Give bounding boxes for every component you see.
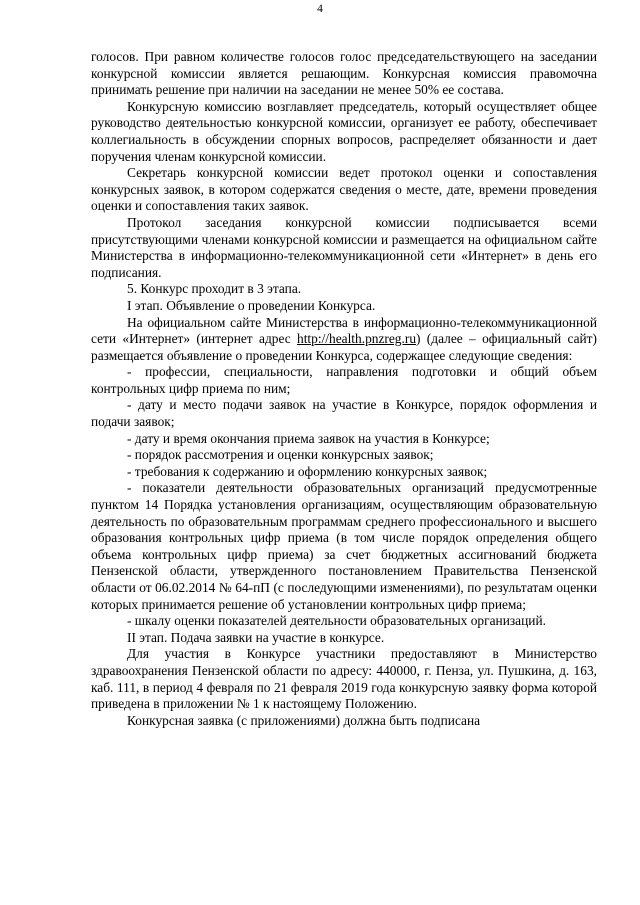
announcement-text-start: На официальном сайте Министерства в информационно-телекоммуникационной сети «Интернет» (интернет адрес	[91, 314, 597, 347]
paragraph-voting-rules: голосов. При равном количестве голосов голос председательствующего на заседании конкурсной комиссии является решающим. Конкурсная комиссия правомочна принимать решение при наличии на заседании не менее 50% ее состава.	[91, 49, 597, 98]
page-number: 4	[317, 3, 323, 15]
list-item-professions: - профессии, специальности, направления подготовки и общий объем контрольных цифр приема по ним;	[91, 364, 597, 396]
paragraph-commission-secretary: Секретарь конкурсной комиссии ведет протокол оценки и сопоставления конкурсных заявок, в котором содержатся сведения о месте, дате, времени проведения оценки и сопоставления таких заявок.	[91, 165, 597, 214]
document-body	[91, 49, 597, 729]
list-item-application-requirements: - требования к содержанию и оформлению конкурсных заявок;	[127, 463, 488, 479]
paragraph-announcement	[91, 315, 597, 365]
paragraph-application-signature: Конкурсная заявка (с приложениями) должна быть подписана	[127, 712, 481, 728]
list-item-application-date-place: - дату и место подачи заявок на участие в Конкурсе, порядок оформления и подачи заявок;	[91, 397, 597, 430]
paragraph-commission-chair: Конкурсную комиссию возглавляет председатель, который осуществляет общее руководство деятельностью конкурсной комиссии, организует ее работу, обеспечивает коллегиальность в обсуждении спорных вопросов, распределяет обязанности и дает поручения членам конкурсной комиссии.	[91, 98, 597, 164]
list-item-review-procedure: - порядок рассмотрения и оценки конкурсных заявок;	[127, 447, 434, 463]
list-item-evaluation-scale: - шкалу оценки показателей деятельности образовательных организаций.	[127, 613, 546, 629]
list-item-performance-indicators: - показатели деятельности образовательных организаций предусмотренные пунктом 14 Порядка установления организациям, осуществляющим образовательную деятельность по образовательным программам среднего профессионального и высшего образования контрольных цифр приема (в том числе порядок определения общего объема контрольных цифр приема) за счет бюджетных ассигнований бюджета Пензенской области, утвержденного постановлением Правительства Пензенской области от 06.02.2014 № 64-пП (с последующими изменениями), по результатам оценки которых принимается решение об установлении контрольных цифр приема;	[91, 480, 597, 612]
heading-stage-2: II этап. Подача заявки на участие в конкурсе.	[127, 629, 385, 645]
heading-stage-1: I этап. Объявление о проведении Конкурса.	[127, 297, 376, 313]
paragraph-application-submission: Для участия в Конкурсе участники предоставляют в Министерство здравоохранения Пензенской области по адресу: 440000, г. Пенза, ул. Пушкина, д. 163, каб. 111, в период 4 февраля по 21 февраля 2019 года конкурсную заявку форма которой приведена в приложении № 1 к настоящему Положению.	[91, 646, 597, 712]
paragraph-contest-stages: 5. Конкурс проходит в 3 этапа.	[127, 281, 302, 297]
list-item-application-deadline: - дату и время окончания приема заявок на участия в Конкурсе;	[127, 430, 490, 446]
paragraph-meeting-protocol: Протокол заседания конкурсной комиссии подписывается всеми присутствующими членами конкурсной комиссии и размещается на официальном сайте Министерства в информационно-телекоммуникационной сети «Интернет» в день его подписания.	[91, 214, 597, 280]
official-site-link[interactable]: http://health.pnzreg.ru	[297, 331, 417, 347]
announcement-text-end: ) (далее – официальный сайт) размещается объявление о проведении Конкурса, содержащее следующие сведения:	[91, 331, 597, 363]
